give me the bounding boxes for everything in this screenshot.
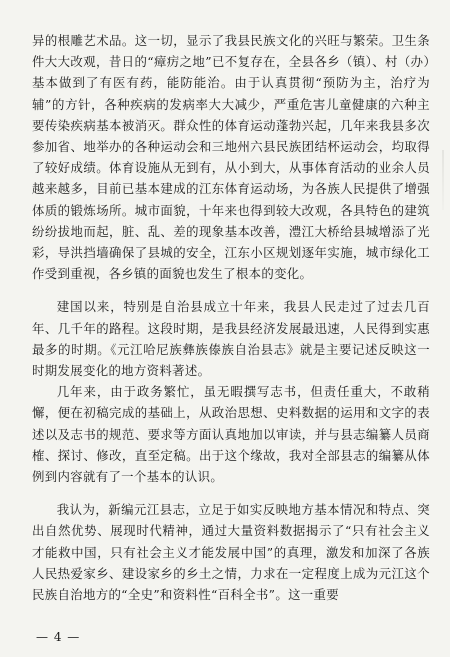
body-text [32, 30, 430, 605]
paragraph-1: 异的根雕艺术品。这一切，显示了我县民族文化的兴旺与繁荣。卫生条件大大改观，昔日的“瘴疠之地”已不复存在，全县各乡（镇）、村（办）基本做到了有医有药，能防能治。由于认真贯彻“预防为主，治疗为辅”的方针，各种疾病的发病率大大减少，严重危害儿童健康的六种主要传染疾病基本被消灭。群众性的体育运动蓬勃兴起，几年来我县多次参加省、地举办的各种运动会和三地州六县民族团结杯运动会，均取得了较好成绩。体育设施从无到有，从小到大，从事体育活动的业余人员越来越多，目前已基本建成的江东体育运动场，为各族人民提供了增强体质的锻炼场所。城市面貌，十年来也得到较大改观，各具特色的建筑纷纷拔地而起，脏、乱、差的现象基本改善，澧江大桥给县城增添了光彩，导洪挡墙确保了县城的安全，江东小区规划逐年实施，城市绿化工作受到重视，各乡镇的面貌也发生了根本的变化。 [32, 33, 430, 282]
paragraph-3: 几年来，由于政务繁忙，虽无暇撰写志书，但责任重大，不敢稍懈，便在初稿完成的基础上，从政治思想、史料数据的运用和文字的表述以及志书的规范、要求等方面认真地加以审读，并与县志编纂人员商榷、探讨、修改，直至定稿。出于这个缘故，我对全部县志的编纂从体例到内容就有了一个基本的认识。 [32, 384, 430, 485]
page-number: — 4 — [36, 630, 81, 644]
scan-artifact [442, 150, 444, 210]
paragraph-4: 我认为，新编元江县志，立足于如实反映地方基本情况和特点、突出自然优势、展现时代精神，通过大量资料数据揭示了“只有社会主义才能救中国，只有社会主义才能发展中国”的真理，激发和加深了各族人民热爱家乡、建设家乡的乡土之情，力求在一定程度上成为元江这个民族自治地方的“全史”和资料性“百科全书”。这一重要 [32, 502, 430, 603]
paragraph-2: 建国以来，特别是自治县成立十年来，我县人民走过了过去几百年、几千年的路程。这段时期，是我县经济发展最迅速，人民得到实惠最多的时期。《元江哈尼族彝族傣族自治县志》就是主要记述反映这一时期发展变化的地方资料著述。 [32, 299, 430, 379]
